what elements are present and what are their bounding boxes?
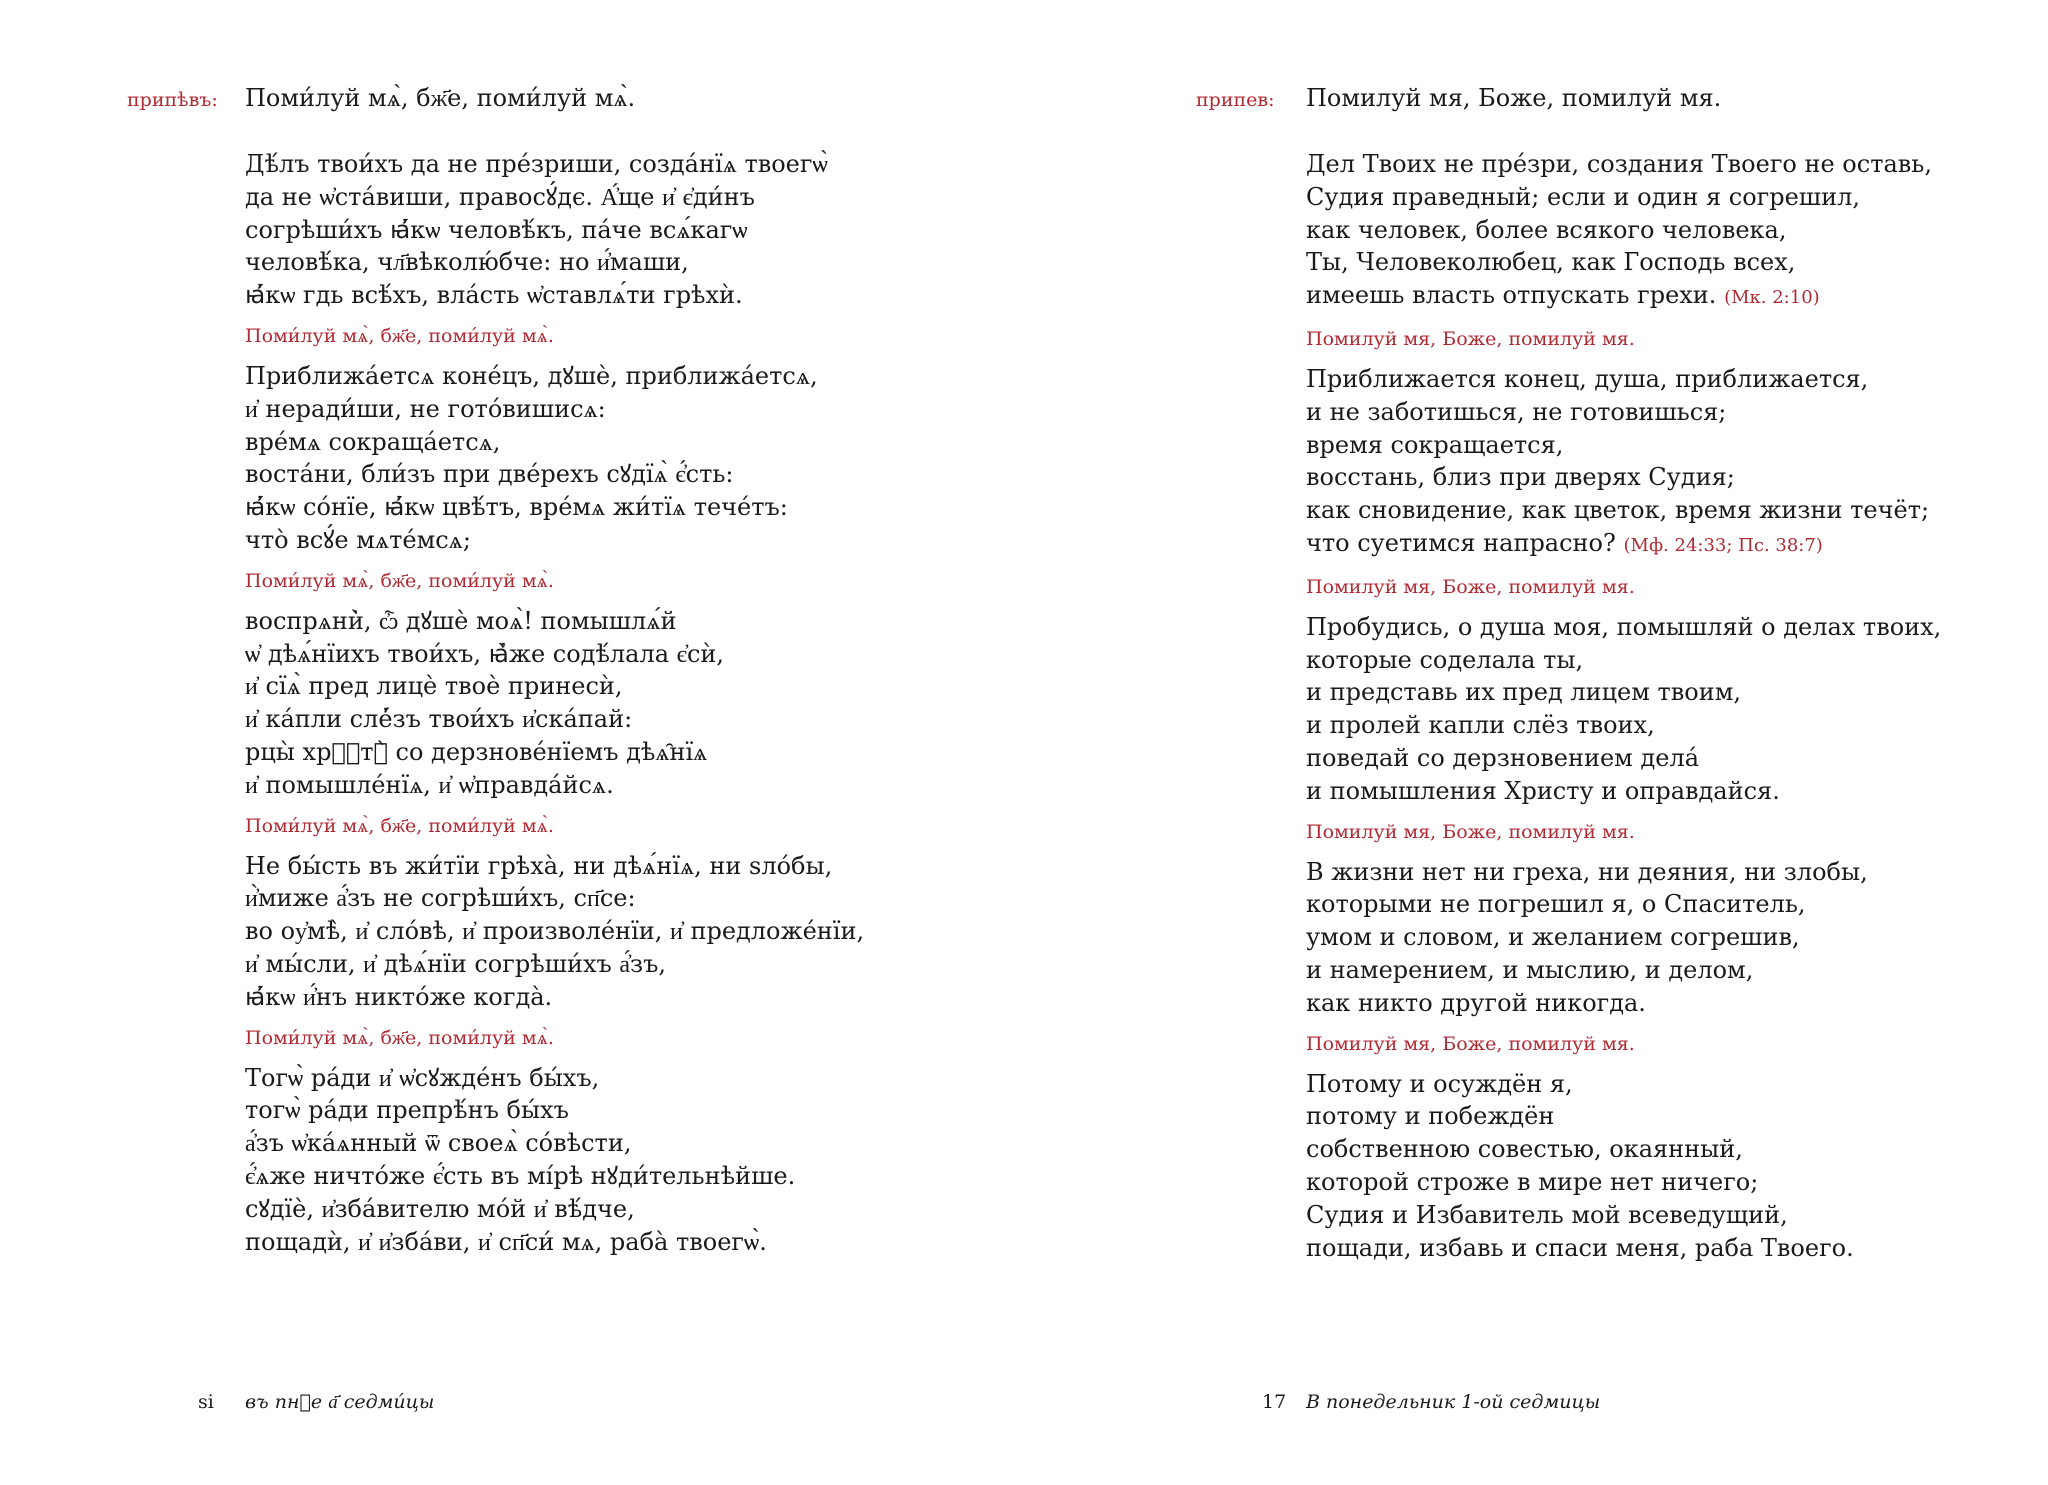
verse-line-text: умом и словом, и желанием согрешив, xyxy=(1306,923,1800,952)
page-number: ѕі xyxy=(198,1391,214,1413)
stanza-refrain: Помилуй мя, Боже, помилуй мя. xyxy=(1306,820,1635,843)
verse-line-text: а҆́зъ ѡ҆ка́ѧнный ѿ своеѧ̀ со́вѣсти, xyxy=(245,1129,632,1158)
verse-line-text: и҆̀миже а҆́зъ не согрѣши́хъ, сп҃се: xyxy=(245,884,636,913)
running-head: В понедельник 1-ой седмицы xyxy=(1306,1391,1601,1413)
verse-line xyxy=(245,1062,885,1095)
stanza xyxy=(245,1062,885,1259)
stanza-text xyxy=(1306,611,1946,808)
verse-line xyxy=(245,214,885,247)
verse-line xyxy=(245,246,885,279)
verse-line xyxy=(245,882,885,915)
stanza-text xyxy=(245,850,885,1014)
verse-line-text: как сновидение, как цветок, время жизни течёт; xyxy=(1306,496,1930,525)
verse-line xyxy=(245,736,885,769)
refrain-text: Поми́луй мѧ̀, бж҃е, поми́луй мѧ̀. xyxy=(245,84,636,112)
verse-line-text: пощади, избавь и спаси меня, раба Твоего. xyxy=(1306,1233,1854,1262)
refrain-label: припев: xyxy=(1196,89,1275,111)
verse-line-text: восстань, близ при дверях Судия; xyxy=(1306,463,1735,492)
verse-line-text: да не ѡ҆ста́виши, правосꙋ́дє. А҆́ще и҆ є҆ди́нъ xyxy=(245,182,755,211)
stanza xyxy=(245,148,885,348)
stanza-refrain: Помилуй мя, Боже, помилуй мя. xyxy=(1306,575,1635,598)
stanza-column xyxy=(245,148,885,1270)
verse-line xyxy=(1306,1133,1946,1166)
verse-line xyxy=(245,605,885,638)
verse-line-text: рцы̀ хрⷭ҇тꙋ̀ со дерзнове́нїемъ дѣѧ̑нїѧ xyxy=(245,737,708,766)
verse-line-text: как человек, более всякого человека, xyxy=(1306,215,1787,244)
verse-line xyxy=(1306,611,1946,644)
verse-line-text: ꙗ҆́кѡ и҆́нъ никто́же когда̀. xyxy=(245,982,553,1011)
page-footer xyxy=(0,1388,1024,1418)
page-footer xyxy=(1024,1388,2048,1418)
verse-line-text: и҆ мы́сли, и҆ дѣѧ́нїи согрѣши́хъ а҆́зъ, xyxy=(245,949,667,978)
verse-line xyxy=(245,148,885,181)
verse-line-text: время сокращается, xyxy=(1306,430,1564,459)
stanza-refrain: Помилуй мя, Боже, помилуй мя. xyxy=(1306,1032,1635,1055)
verse-line-text: Дѣ́лъ твои́хъ да не пре́зриши, созда́нїѧ твоегѡ̀ xyxy=(245,150,828,178)
stanza-text xyxy=(245,605,885,802)
verse-line xyxy=(245,458,885,491)
verse-line xyxy=(1306,1166,1946,1199)
stanza-text xyxy=(245,1062,885,1259)
stanza-refrain: Поми́луй мѧ̀, бж҃е, поми́луй мѧ̀. xyxy=(245,569,554,592)
verse-line xyxy=(245,1193,885,1226)
verse-line xyxy=(1306,363,1946,396)
verse-line xyxy=(1306,987,1946,1020)
verse-line xyxy=(245,670,885,703)
stanza-refrain: Помилуй мя, Боже, помилуй мя. xyxy=(1306,327,1635,350)
verse-line-text: Приближается конец, душа, приближается, xyxy=(1306,364,1869,393)
verse-line-text: которыми не погрешил я, о Спаситель, xyxy=(1306,890,1806,919)
verse-line-text: и҆ неради́ши, не гото́вишисѧ: xyxy=(245,394,606,423)
verse-line xyxy=(1306,775,1946,808)
verse-line-text: поведай со дерзновением дела́ xyxy=(1306,743,1700,772)
verse-line-text: є҆́ѧже ничто́же є҆́сть въ мі́рѣ нꙋди́тельнѣйше. xyxy=(245,1161,796,1190)
verse-line xyxy=(1306,494,1946,527)
verse-line-text: и не заботишься, не готовишься; xyxy=(1306,397,1727,426)
page-number: 17 xyxy=(1262,1391,1287,1413)
verse-line xyxy=(245,703,885,736)
stanza-text xyxy=(245,360,885,557)
verse-line-text: которые соделала ты, xyxy=(1306,645,1584,674)
verse-line xyxy=(1306,1068,1946,1101)
scripture-reference: (Мк. 2:10) xyxy=(1724,287,1820,309)
verse-line-text: Дел Твоих не пре́зри, создания Твоего не оставь, xyxy=(1306,150,1932,178)
verse-line xyxy=(1306,954,1946,987)
verse-line xyxy=(1306,396,1946,429)
refrain-row xyxy=(0,82,1024,118)
verse-line xyxy=(1306,1199,1946,1232)
verse-line xyxy=(1306,676,1946,709)
stanza-text xyxy=(1306,363,1946,563)
verse-line-text: согрѣши́хъ ꙗ҆́кѡ человѣ́къ, па́че всѧ́кагѡ xyxy=(245,215,748,244)
verse-line-text: Судия и Избавитель мой всеведущий, xyxy=(1306,1200,1788,1229)
verse-line xyxy=(245,279,885,312)
refrain-text: Помилуй мя, Боже, помилуй мя. xyxy=(1306,84,1722,112)
stanza xyxy=(1306,856,1946,1056)
verse-line xyxy=(245,769,885,802)
verse-line-text: воста́ни, бли́зъ при две́рехъ сꙋдїѧ̀ є҆́сть: xyxy=(245,460,734,489)
verse-line xyxy=(245,181,885,214)
verse-line xyxy=(1306,429,1946,462)
verse-line-text: человѣ́ка, чл҃вѣколю́бче: но и҆́маши, xyxy=(245,248,689,277)
verse-line-text: Судия праведный; если и один я согрешил, xyxy=(1306,182,1860,211)
verse-line-text: которой строже в мире нет ничего; xyxy=(1306,1167,1759,1196)
verse-line-text: Не бы́сть въ жи́тїи грѣха̀, ни дѣѧ́нїѧ, ни ѕло́бы, xyxy=(245,851,833,880)
stanza xyxy=(245,850,885,1050)
verse-line-text: воспрѧни̇̀, ѽ дꙋшѐ моѧ̀! помышлѧ́й xyxy=(245,606,677,635)
verse-line-text: и҆ сїѧ̀ пред лицѐ твоѐ принесѝ, xyxy=(245,672,623,701)
verse-line xyxy=(1306,148,1946,181)
verse-line xyxy=(1306,742,1946,775)
verse-line-text: имеешь власть отпускать грехи. xyxy=(1306,281,1717,310)
stanza-refrain: Поми́луй мѧ̀, бж҃е, поми́луй мѧ̀. xyxy=(245,1026,554,1049)
verse-line xyxy=(245,915,885,948)
verse-line-text: что̀ всꙋ́е мѧте́мсѧ; xyxy=(245,525,471,554)
verse-line xyxy=(245,1094,885,1127)
running-head: въ пнⷣе а҃ седми́цы xyxy=(245,1391,435,1413)
stanza xyxy=(245,605,885,838)
verse-line xyxy=(245,948,885,981)
verse-line xyxy=(245,981,885,1014)
verse-line-text: В жизни нет ни греха, ни деяния, ни злобы, xyxy=(1306,857,1868,886)
verse-line-text: во оу҆мѣ̀, и҆ сло́вѣ, и҆ произволе́нїи, и҆ предложе́нїи, xyxy=(245,917,865,946)
verse-line-text: сꙋдїѐ, и҆зба́вителю мо́й и҆ вѣ́дче, xyxy=(245,1194,635,1223)
verse-line xyxy=(245,1226,885,1259)
verse-line xyxy=(1306,709,1946,742)
stanza xyxy=(245,360,885,593)
verse-line-text: как никто другой никогда. xyxy=(1306,988,1646,1017)
stanza-refrain: Поми́луй мѧ̀, бж҃е, поми́луй мѧ̀. xyxy=(245,324,554,347)
stanza-refrain: Поми́луй мѧ̀, бж҃е, поми́луй мѧ̀. xyxy=(245,814,554,837)
stanza xyxy=(1306,611,1946,844)
stanza-text xyxy=(1306,148,1946,315)
verse-line xyxy=(245,393,885,426)
stanza-text xyxy=(1306,1068,1946,1265)
refrain-row xyxy=(1024,82,2048,118)
verse-line xyxy=(245,491,885,524)
right-page-russian xyxy=(1024,0,2048,1485)
verse-line xyxy=(1306,246,1946,279)
verse-line-text: и҆ помышле́нїѧ, и҆ ѡ҆правда́йсѧ. xyxy=(245,770,614,799)
verse-line xyxy=(1306,214,1946,247)
verse-line xyxy=(1306,527,1946,563)
verse-line xyxy=(1306,856,1946,889)
verse-line-text: вре́мѧ сокраща́етсѧ, xyxy=(245,427,501,456)
verse-line-text: что суетимся напрасно? xyxy=(1306,528,1616,557)
verse-line-text: Потому и осуждён я, xyxy=(1306,1069,1573,1098)
verse-line-text: ѡ҆ дѣѧ́нїихъ твои́хъ, ꙗ҆̀же содѣ́лала є҆сѝ, xyxy=(245,639,725,668)
verse-line-text: и намерением, и мыслию, и делом, xyxy=(1306,955,1754,984)
stanza-text xyxy=(1306,856,1946,1020)
stanza xyxy=(1306,1068,1946,1265)
verse-line-text: и помышления Христу и оправдайся. xyxy=(1306,776,1780,805)
verse-line-text: тогѡ̀ ра́ди препрѣ́нъ бы́хъ xyxy=(245,1096,569,1125)
verse-line xyxy=(245,426,885,459)
verse-line xyxy=(245,850,885,883)
verse-line-text: ꙗ҆́кѡ со́нїе, ꙗ҆́кѡ цвѣ́тъ, вре́мѧ жи́тїѧ тече́тъ: xyxy=(245,493,788,522)
verse-line-text: и пролей капли слёз твоих, xyxy=(1306,711,1655,740)
refrain-label: припѣвъ: xyxy=(127,89,218,111)
verse-line xyxy=(245,524,885,557)
verse-line xyxy=(245,360,885,393)
stanza-text xyxy=(245,148,885,312)
verse-line-text: пощадѝ, и҆ и҆зба́ви, и҆ сп҃си́ мѧ, раба̀ твоегѡ̀. xyxy=(245,1227,767,1256)
verse-line xyxy=(1306,461,1946,494)
stanza xyxy=(1306,363,1946,599)
verse-line xyxy=(1306,1100,1946,1133)
verse-line-text: собственною совестью, окаянный, xyxy=(1306,1135,1743,1164)
verse-line xyxy=(245,1127,885,1160)
verse-line-text: и представь их пред лицем твоим, xyxy=(1306,678,1742,707)
stanza-column xyxy=(1306,148,1946,1276)
verse-line xyxy=(1306,1232,1946,1265)
verse-line-text: Ты, Человеколюбец, как Господь всех, xyxy=(1306,248,1796,277)
verse-line-text: ꙗ҆́кѡ гдь всѣ́хъ, вла́сть ѡ҆ставлѧ́ти грѣхѝ. xyxy=(245,281,743,310)
verse-line-text: потому и побеждён xyxy=(1306,1102,1555,1131)
verse-line xyxy=(245,1160,885,1193)
verse-line xyxy=(1306,921,1946,954)
verse-line-text: и҆ ка́пли слe̓́зъ твои́хъ и҆ска́пай: xyxy=(245,705,633,734)
verse-line xyxy=(1306,279,1946,315)
verse-line-text: Тогѡ̀ ра́ди и҆ ѡ҆сꙋжде́нъ бы́хъ, xyxy=(245,1063,600,1092)
verse-line xyxy=(245,638,885,671)
verse-line-text: Приближа́етсѧ коне́цъ, дꙋшѐ, приближа́етсѧ, xyxy=(245,361,818,390)
verse-line xyxy=(1306,888,1946,921)
scripture-reference: (Мф. 24:33; Пс. 38:7) xyxy=(1623,534,1823,556)
verse-line xyxy=(1306,644,1946,677)
stanza xyxy=(1306,148,1946,351)
verse-line-text: Пробудись, о душа моя, помышляй о делах твоих, xyxy=(1306,612,1942,641)
verse-line xyxy=(1306,181,1946,214)
